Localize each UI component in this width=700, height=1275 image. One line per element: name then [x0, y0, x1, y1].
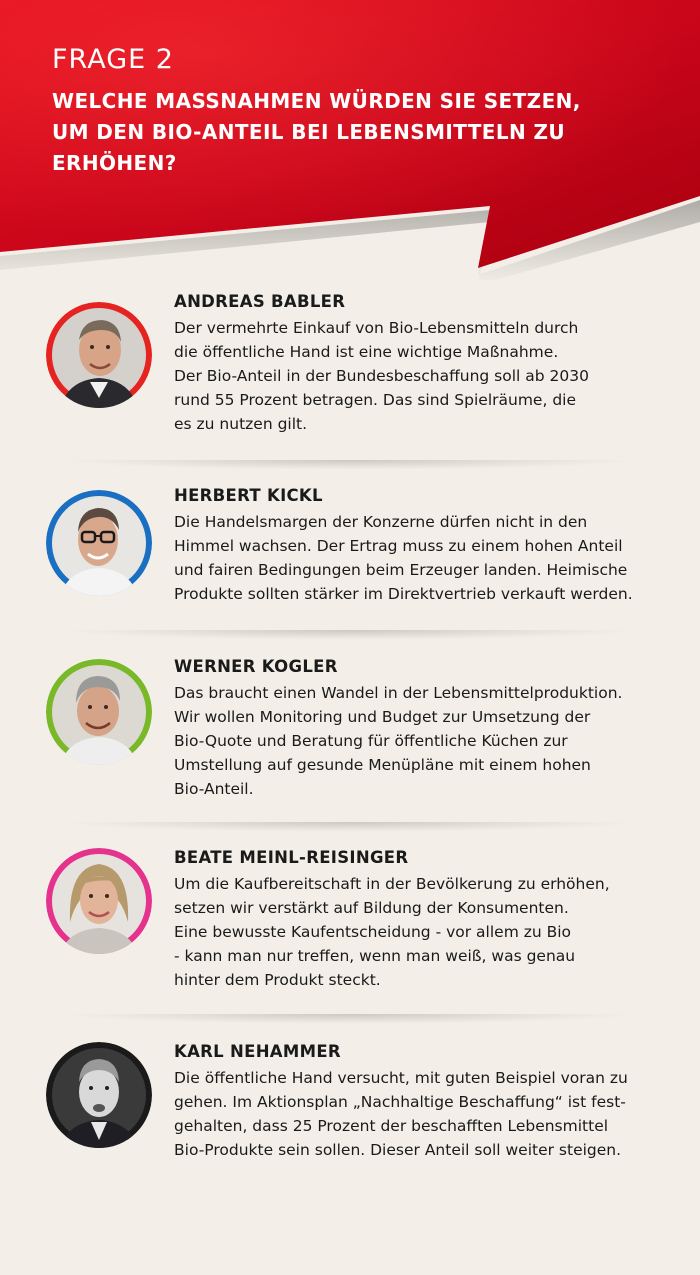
answer-text: Um die Kaufbereitschaft in der Bevölkerung zu erhöhen, setzen wir verstärkt auf Bildung der Konsumenten. Eine bewusste Kaufentscheidung - vor allem zu Bio - kann man nur treffen, wenn man weiß, was genau hinter dem Produkt steckt. — [174, 875, 610, 989]
politician-name: ANDREAS BABLER — [174, 292, 346, 311]
politician-name: WERNER KOGLER — [174, 657, 338, 676]
politician-name: HERBERT KICKL — [174, 486, 323, 505]
avatar-kickl — [46, 490, 152, 596]
divider — [60, 630, 640, 640]
answer-text: Die öffentliche Hand versucht, mit guten Beispiel voran zu gehen. Im Aktionsplan „Nachhaltige Beschaffung“ ist fest- gehalten, dass 25 Prozent der beschafften Lebensmittel Bio-Produkte sein sollen. Dieser Anteil soll weiter steigen. — [174, 1069, 628, 1159]
question-number: FRAGE 2 — [52, 44, 174, 75]
answer-text: Der vermehrte Einkauf von Bio-Lebensmitteln durch die öffentliche Hand ist eine wichtige Maßnahme. Der Bio-Anteil in der Bundesbeschaffung soll ab 2030 rund 55 Prozent betragen. Das sind Spielräume, die es zu nutzen gilt. — [174, 319, 589, 433]
divider — [60, 1014, 640, 1024]
politician-name: BEATE MEINL-REISINGER — [174, 848, 409, 867]
answer-text: Die Handelsmargen der Konzerne dürfen nicht in den Himmel wachsen. Der Ertrag muss zu einem hohen Anteil und fairen Bedingungen beim Erzeuger landen. Heimische Produkte sollten stärker im Direktvertrieb verkauft werden. — [174, 513, 633, 603]
politician-name: KARL NEHAMMER — [174, 1042, 341, 1061]
divider — [60, 460, 640, 470]
answer-text: Das braucht einen Wandel in der Lebensmittelproduktion. Wir wollen Monitoring und Budget zur Umsetzung der Bio-Quote und Beratung für öffentliche Küchen zur Umstellung auf gesunde Menüpläne mit einem hohen Bio-Anteil. — [174, 684, 623, 798]
avatar-kogler — [46, 659, 152, 765]
avatar-babler — [46, 302, 152, 408]
avatar-meinl-reisinger — [46, 848, 152, 954]
question-title: WELCHE MASSNAHMEN WÜRDEN SIE SETZEN, UM DEN BIO-ANTEIL BEI LEBENSMITTELN ZU ERHÖHEN? — [52, 89, 581, 175]
divider — [60, 822, 640, 832]
avatar-nehammer — [46, 1042, 152, 1148]
